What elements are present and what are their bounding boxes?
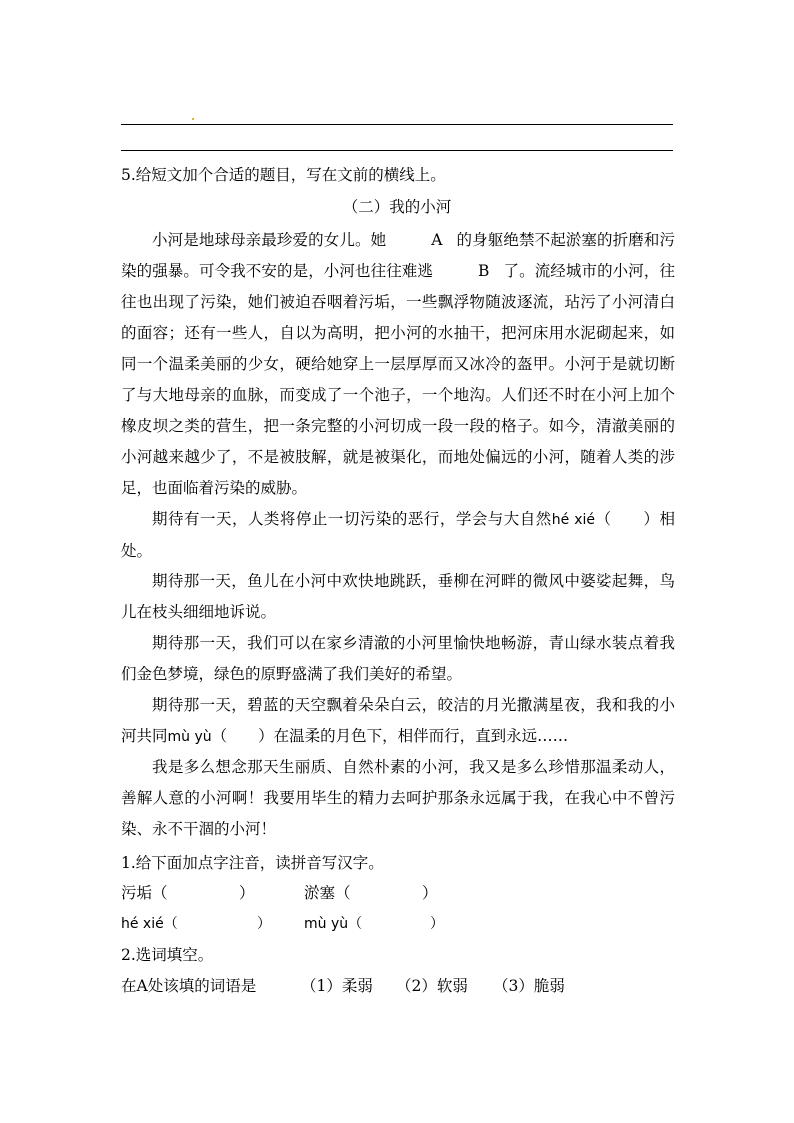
pinyin-hexie-item: hé xié（ [121, 916, 178, 932]
close-paren: ） [257, 916, 271, 932]
q1-row-1 [121, 883, 673, 903]
paragraph-5: 期待那一天，碧蓝的天空飘着朵朵白云，皎洁的月光撒满星夜，我和我的小河共同mù yù（ ）在温柔的月色下，相伴而行，直到永远…… [121, 696, 675, 745]
question-1: 1.给下面加点字注音，读拼音写汉字。 [121, 854, 384, 872]
q1-row-2 [121, 914, 673, 934]
answer-blank[interactable]: （ ） [211, 727, 274, 745]
question-5: 5.给短文加个合适的题目，写在文前的横线上。 [121, 166, 446, 184]
title-blank-line [121, 124, 673, 125]
q2-options [121, 976, 673, 996]
close-paren: ） [422, 884, 438, 902]
question-2: 2.选词填空。 [121, 946, 214, 964]
paragraph-2: 期待有一天，人类将停止一切污染的恶行，学会与大自然hé xié（ ）相处。 [121, 510, 675, 560]
option-1[interactable]: （1）柔弱 [301, 977, 373, 995]
paragraph-3: 期待那一天，鱼儿在小河中欢快地跳跃，垂柳在河畔的微风中婆娑起舞，鸟儿在枝头细细地诉说。 [121, 572, 675, 621]
close-paren: ） [239, 884, 255, 902]
paragraph-6: 我是多么想念那天生丽质、自然朴素的小河，我又是多么珍惜那温柔动人，善解人意的小河啊！我要用毕生的精力去呵护那条永远属于我，在我心中不曾污染、永不干涸的小河！ [121, 758, 675, 838]
close-paren: ） [430, 916, 444, 932]
story-title: （二）我的小河 [342, 198, 452, 216]
stray-mark [192, 118, 194, 120]
pinyin-hexie: hé xié [551, 512, 595, 528]
blank-a: A [431, 231, 443, 249]
option-3[interactable]: （3）脆弱 [493, 977, 565, 995]
paragraph-4: 期待那一天，我们可以在家乡清澈的小河里愉快地畅游，青山绿水装点着我们金色梦境，绿色的原野盛满了我们美好的希望。 [121, 634, 675, 683]
q2-label: 在A处该填的词语是 [121, 977, 257, 995]
word-yuse: 淤塞（ [304, 884, 351, 902]
pinyin-muyu-item: mù yù（ [304, 916, 363, 932]
option-2[interactable]: （2）软弱 [396, 977, 468, 995]
separator-line [121, 150, 673, 151]
word-wugou: 污垢（ [121, 884, 168, 902]
blank-b: B [478, 262, 490, 280]
pinyin-muyu: mù yù [167, 729, 212, 745]
paragraph-1: 小河是地球母亲最珍爱的女儿。她 A 的身躯绝禁不起淤塞的折磨和污染的强暴。可令我不安的是，小河也往往难逃 B 了。流经城市的小河，往往也出现了污染，她们被迫吞咽着污垢，一些飘浮物随波逐流，玷污了小河清白的面容；还有一些人，自以为高明，把小河的水抽干，把河床用水泥砌起来，如同一个温柔美丽的少女，硬给她穿上一层厚厚而又冰冷的盔甲。小河于是就切断了与大地母亲的血脉，而变成了一个池子，一个地沟。人们还不时在小河上加个橡皮坝之类的营生，把一条完整的小河切成一段一段的格子。如今，清澈美丽的小河越来越少了，不是被肢解，就是被渠化，而地处偏远的小河，随着人类的涉足，也面临着污染的威胁。 [121, 225, 675, 504]
answer-blank[interactable]: （ ） [595, 510, 660, 528]
